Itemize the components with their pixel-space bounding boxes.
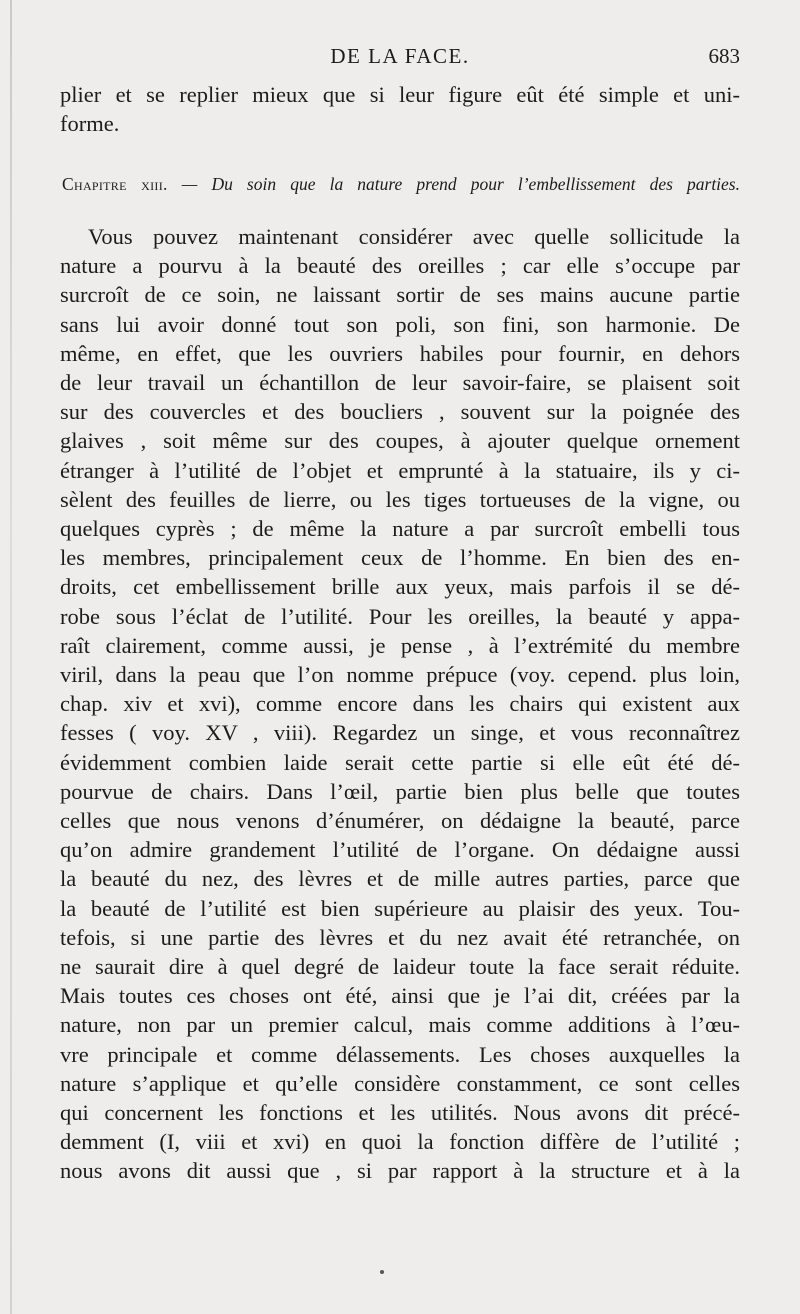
text-line: tefois, si une partie des lèvres et du nez avait été retranchée, on xyxy=(60,924,740,950)
text-line: évidemment combien laide serait cette partie si elle eût été dé- xyxy=(60,749,740,775)
text-line: vre principale et comme délassements. Les choses auxquelles la xyxy=(60,1041,740,1067)
text-line: qu’on admire grandement l’utilité de l’organe. On dédaigne aussi xyxy=(60,837,740,863)
text-line: fesses ( voy. XV , viii). Regardez un singe, et vous reconnaîtrez xyxy=(60,720,740,746)
text-line: sans lui avoir donné tout son poli, son fini, son harmonie. De xyxy=(60,311,740,337)
text-line: qui concernent les fonctions et les utilités. Nous avons dit précé- xyxy=(60,1100,740,1125)
text-line: surcroît de ce soin, ne laissant sortir de ses mains aucune partie xyxy=(60,282,740,308)
page-number: 683 xyxy=(708,44,740,68)
running-title: DE LA FACE. xyxy=(330,44,470,68)
text-line: de leur travail un échantillon de leur savoir-faire, se plaisent soit xyxy=(60,370,740,395)
text-line: même, en effet, que les ouvriers habiles pour fournir, en dehors xyxy=(60,340,740,366)
chapter-heading xyxy=(62,172,740,196)
text-line: raît clairement, comme aussi, je pense , à l’extrémité du membre xyxy=(60,632,740,658)
text-line: Mais toutes ces choses ont été, ainsi que je l’ai dit, créées par la xyxy=(60,983,740,1009)
text-line: chap. xiv et xvi), comme encore dans les chairs qui existent aux xyxy=(60,691,740,717)
text-line: la beauté de l’utilité est bien supérieure au plaisir des yeux. Tou- xyxy=(60,895,740,921)
text-line: les membres, principalement ceux de l’homme. En bien des en- xyxy=(60,545,740,571)
text-line: glaives , soit même sur des coupes, à ajouter quelque ornement xyxy=(60,428,740,454)
text-line: Vous pouvez maintenant considérer avec quelle sollicitude la xyxy=(88,224,740,249)
text-line: viril, dans la peau que l’on nomme prépuce (voy. cepend. plus loin, xyxy=(60,662,740,687)
text-line: sur des couvercles et des boucliers , souvent sur la poignée des xyxy=(60,399,740,425)
chapter-label: Chapitre xiii. xyxy=(62,174,168,194)
text-line: droits, cet embellissement brille aux yeux, mais parfois il se dé- xyxy=(60,574,740,600)
text-line: demment (I, viii et xvi) en quoi la fonction diffère de l’utilité ; xyxy=(60,1129,740,1155)
text-line: quelques cyprès ; de même la nature a par surcroît embelli tous xyxy=(60,516,740,541)
page-speck xyxy=(380,1270,384,1274)
text-line: sèlent des feuilles de lierre, ou les tiges tortueuses de la vigne, ou xyxy=(60,486,740,512)
text-line: nature a pourvu à la beauté des oreilles ; car elle s’occupe par xyxy=(60,253,740,279)
text-line: celles que nous venons d’énumérer, on dédaigne la beauté, parce xyxy=(60,808,740,833)
text-line: forme. xyxy=(60,111,120,136)
chapter-title: — Du soin que la nature prend pour l’embellissement des parties. xyxy=(181,174,740,194)
text-line: nous avons dit aussi que , si par rapport à la structure et à la xyxy=(60,1158,740,1184)
text-line: plier et se replier mieux que si leur figure eût été simple et uni- xyxy=(60,82,740,107)
text-line: nature s’applique et qu’elle considère constamment, ce sont celles xyxy=(60,1070,740,1096)
text-line: ne saurait dire à quel degré de laideur toute la face serait réduite. xyxy=(60,954,740,979)
text-line: robe sous l’éclat de l’utilité. Pour les oreilles, la beauté y appa- xyxy=(60,603,740,629)
page-header xyxy=(60,44,740,74)
page-edge-shadow xyxy=(10,0,12,1314)
text-line: nature, non par un premier calcul, mais comme additions à l’œu- xyxy=(60,1012,740,1038)
text-line: la beauté du nez, des lèvres et de mille autres parties, parce que xyxy=(60,866,740,892)
text-line: étranger à l’utilité de l’objet et emprunté à la statuaire, ils y ci- xyxy=(60,457,740,483)
text-line: pourvue de chairs. Dans l’œil, partie bien plus belle que toutes xyxy=(60,778,740,804)
